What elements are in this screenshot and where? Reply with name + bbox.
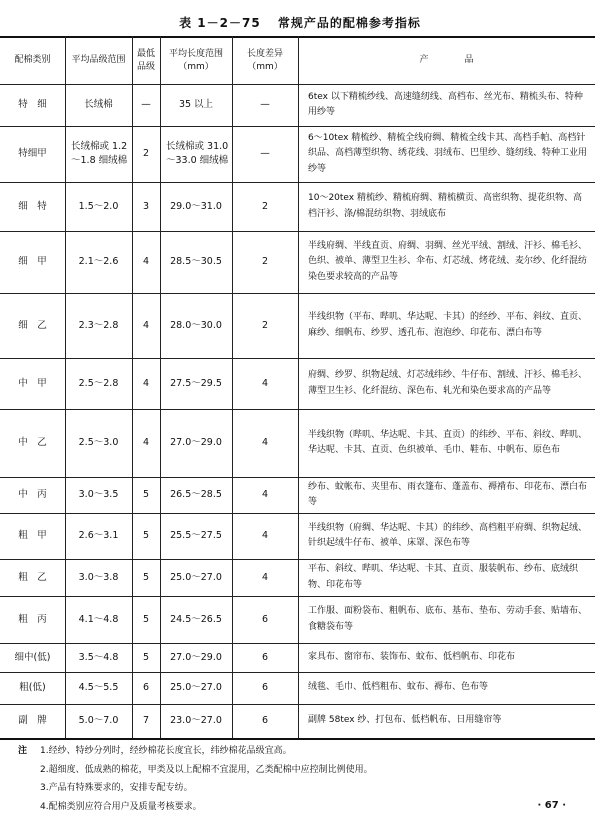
- cell-category: 细 甲: [18, 256, 47, 267]
- cell-grade: 3.5～4.8: [78, 651, 119, 663]
- header-grade: 平均品级范围: [71, 55, 126, 65]
- cell-length: 26.5～28.5: [170, 489, 222, 500]
- cell-length: 25.5～27.5: [170, 530, 222, 541]
- cell-grade: 长绒棉: [84, 99, 113, 110]
- table-title: [0, 14, 600, 31]
- cell-grade: 2.3～2.8: [78, 319, 119, 331]
- note-text: 3.产品有特殊要求的，安排专配专纺。: [40, 783, 193, 793]
- cell-diff: 2: [261, 256, 269, 267]
- cell-grade: 3.0～3.8: [78, 571, 119, 583]
- cell-diff: 2: [261, 200, 269, 212]
- cell-diff: 4: [261, 530, 269, 541]
- cell-category: 细中(低): [14, 651, 51, 663]
- cell-diff: —: [260, 99, 270, 110]
- cell-lowest: 4: [142, 377, 150, 389]
- cell-category: 粗 甲: [18, 530, 47, 541]
- cell-lowest: —: [141, 99, 151, 110]
- cell-product: 半线织物（平布、哔叽、华达呢、卡其）的经纱、平布、斜纹、直贡、麻纱、细帆布、纱罗、透孔布、泡泡纱、印花布、漂白布等: [308, 312, 588, 338]
- cell-length: 长绒棉或 31.0～33.0 细绒棉: [166, 141, 229, 166]
- cell-diff: 4: [261, 489, 269, 500]
- cell-product: 纱布、蚊帐布、夹里布、雨衣篷布、蓬盖布、褥褙布、印花布、漂白布等: [308, 481, 588, 507]
- cell-product: 半线织物（哔叽、华达呢、卡其、直贡）的纬纱、平布、斜纹、哔叽、华达呢、卡其、直贡、色织被单、毛巾、鞋布、中帆布、原色布: [308, 429, 588, 455]
- note-line: [18, 761, 373, 780]
- cell-grade: 长绒棉或 1.2～1.8 细绒棉: [71, 141, 128, 166]
- note-text: 4.配棉类别应符合用户及质量考核要求。: [40, 801, 202, 812]
- cell-length: 28.5～30.5: [170, 256, 222, 267]
- page-number: · 67 ·: [537, 800, 566, 811]
- cell-diff: 4: [261, 437, 269, 448]
- cell-category: 中 乙: [18, 437, 47, 448]
- cell-grade: 3.0～3.5: [78, 489, 119, 500]
- cell-grade: 1.5～2.0: [78, 200, 119, 212]
- note-line: [18, 798, 373, 817]
- table-bottom-rule: [0, 738, 595, 740]
- cell-length: 28.0～30.0: [170, 319, 222, 331]
- note-text: 1.经纱、特纱分列时，经纱棉花长度宜长，纬纱棉花品级宜高。: [40, 746, 292, 756]
- cell-category: 细 乙: [18, 319, 47, 331]
- cell-product: 府绸、纱罗、织物起绒、灯芯绒纬纱、牛仔布、割绒、汗衫、棉毛衫、薄型卫生衫、化纤混纺、深色布、轧光和染色要求高的产品等: [308, 370, 588, 396]
- cell-product: 10～20tex 精梳纱、精梳府绸、精梳横贡、高密织物、提花织物、高档汗衫、涤/棉混纺织物、羽绒底布: [308, 193, 583, 219]
- cell-category: 中 甲: [18, 377, 47, 389]
- notes-label: 注: [18, 746, 28, 756]
- cell-lowest: 5: [142, 651, 150, 663]
- cell-product: 6～10tex 精梳纱、精梳全线府绸、精梳全线卡其、高档手帕、高档针织品、高档薄型织物、绣花线、羽绒布、巴里纱、缝纫线、特种工业用纱等: [308, 132, 588, 174]
- cell-grade: 4.1～4.8: [78, 613, 119, 625]
- header-category: 配棉类别: [14, 55, 51, 65]
- cell-lowest: 5: [142, 489, 150, 500]
- cell-diff: 2: [261, 319, 269, 331]
- cell-grade: 2.5～2.8: [78, 377, 119, 389]
- cell-product: 工作服、面粉袋布、粗帆布、底布、基布、垫布、劳动手套、贴墙布、食糖袋布等: [308, 606, 588, 632]
- cell-diff: 6: [261, 715, 269, 726]
- cell-product: 半线织物（府绸、华达呢、卡其）的纬纱、高档粗平府绸、织物起绒、针织起绒牛仔布、被单、床罩、深色布等: [308, 522, 588, 548]
- cell-category: 中 丙: [18, 489, 47, 500]
- header-product: 产 品: [419, 55, 474, 65]
- note-line: [18, 779, 373, 798]
- cell-length: 29.0～31.0: [170, 200, 222, 212]
- cell-diff: 6: [261, 613, 269, 625]
- cell-length: 27.0～29.0: [170, 437, 222, 448]
- cell-length: 27.5～29.5: [170, 377, 222, 389]
- cell-lowest: 2: [142, 148, 150, 159]
- header-length-range: 平均长度范围（mm）: [168, 48, 223, 72]
- cell-lowest: 5: [142, 613, 150, 625]
- cell-grade: 5.0～7.0: [78, 715, 119, 726]
- cell-category: 特细甲: [18, 148, 47, 159]
- cell-lowest: 4: [142, 319, 150, 331]
- cell-lowest: 6: [142, 682, 150, 693]
- cell-length: 25.0～27.0: [170, 571, 222, 583]
- note-line: [18, 742, 373, 761]
- table-caption: 常规产品的配棉参考指标: [277, 16, 421, 30]
- cell-diff: 6: [261, 651, 269, 663]
- cell-grade: 2.5～3.0: [78, 437, 119, 448]
- cell-product: 半线府绸、半线直贡、府绸、羽绸、丝光平绒、割绒、汗衫、棉毛衫、色织、被单、薄型卫生衫、伞布、灯芯绒、烤花绒、麦尔纱、化纤混纺染色要求较高的产品等: [308, 240, 588, 282]
- cell-length: 35 以上: [178, 99, 214, 110]
- cell-grade: 2.6～3.1: [78, 530, 119, 541]
- cell-lowest: 5: [142, 571, 150, 583]
- cell-lowest: 7: [142, 715, 150, 726]
- cell-lowest: 4: [142, 256, 150, 267]
- note-text: 2.超细度、低成熟的棉花，甲类及以上配棉不宜混用，乙类配棉中应控制比例使用。: [40, 764, 373, 775]
- cell-diff: —: [260, 148, 270, 159]
- cell-product: 6tex 以下精梳纱线、高速缝纫线、高档布、丝光布、精梳头布、特种用纱等: [308, 91, 583, 117]
- cell-product: 副牌 58tex 纱、打包布、低档帆布、日用缝帘等: [308, 715, 502, 726]
- cell-grade: 2.1～2.6: [78, 256, 119, 267]
- cell-product: 家具布、窗帘布、装饰布、蚊布、低档帆布、印花布: [308, 651, 516, 662]
- cell-category: 副 牌: [18, 715, 47, 726]
- cell-length: 25.0～27.0: [170, 682, 222, 693]
- cell-lowest: 5: [142, 530, 150, 541]
- cell-product: 绒毯、毛巾、低档粗布、蚊布、褥布、色布等: [308, 682, 489, 693]
- cell-diff: 4: [261, 571, 269, 583]
- cell-category: 粗 乙: [18, 571, 47, 583]
- cell-diff: 4: [261, 377, 269, 389]
- cell-lowest: 3: [142, 200, 150, 212]
- table-number: 表 1－2－75: [179, 16, 261, 30]
- cell-grade: 4.5～5.5: [78, 682, 119, 693]
- header-lowest-grade: 最低品级: [136, 48, 155, 72]
- cell-category: 特 细: [18, 99, 47, 110]
- cell-length: 23.0～27.0: [170, 715, 222, 726]
- cell-product: 平布、斜纹、哔叽、华达呢、卡其、直贡、服装帆布、纱布、底绒织物、印花布等: [308, 564, 579, 590]
- cell-category: 粗 丙: [18, 613, 47, 625]
- cell-category: 细 特: [18, 200, 47, 212]
- cell-category: 粗(低): [19, 682, 46, 693]
- cell-length: 27.0～29.0: [170, 651, 222, 663]
- cell-length: 24.5～26.5: [170, 613, 222, 625]
- cell-diff: 6: [261, 682, 269, 693]
- table-notes: [18, 742, 373, 816]
- cell-lowest: 4: [142, 437, 150, 448]
- header-length-diff: 长度差异（mm）: [246, 48, 283, 72]
